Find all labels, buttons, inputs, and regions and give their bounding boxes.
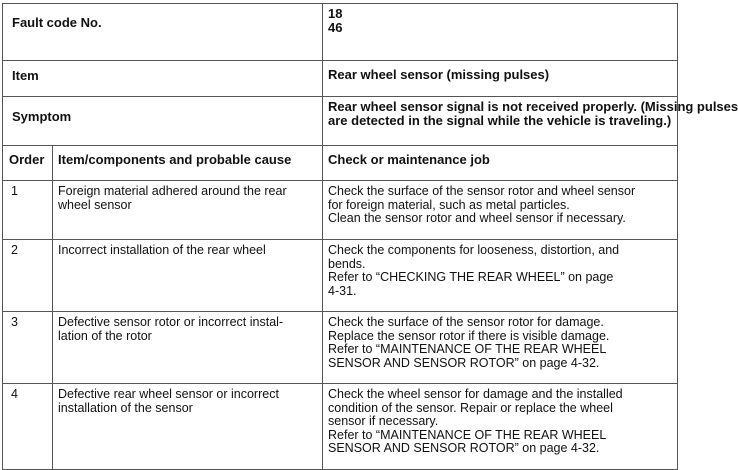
fault-code-table [2, 3, 738, 470]
symptom-value [323, 97, 738, 146]
fault-code-value: 46 [328, 20, 343, 35]
cause-cell [53, 384, 323, 470]
cause-line: Foreign material adhered around the rear [58, 184, 287, 198]
check-line: Replace the sensor rotor if there is visible damage. [328, 328, 610, 343]
column-header-row [3, 146, 678, 181]
check-line: Refer to “MAINTENANCE OF THE REAR WHEEL [328, 427, 607, 442]
cause-line: installation of the sensor [58, 400, 193, 415]
symptom-row [3, 97, 678, 146]
check-cell [323, 312, 678, 384]
check-line: Check the surface of the sensor rotor and wheel sensor [328, 184, 636, 198]
symptom-label: Symptom [3, 97, 323, 146]
cause-line: lation of the rotor [58, 328, 152, 343]
fault-code-row [3, 4, 678, 61]
check-line: Check the wheel sensor for damage and the installed [328, 387, 623, 401]
cause-cell [53, 181, 323, 240]
cause-cell [53, 312, 323, 384]
check-line: 4-31. [328, 283, 357, 298]
cause-line: wheel sensor [58, 197, 132, 212]
cause-line: Defective sensor rotor or incorrect instal- [58, 315, 284, 329]
check-line: bends. [328, 256, 366, 271]
cause-line: Defective rear wheel sensor or incorrect [58, 387, 279, 401]
item-value: Rear wheel sensor (missing pulses) [323, 61, 678, 97]
check-line: Clean the sensor rotor and wheel sensor if necessary. [328, 211, 626, 225]
order-number: 1 [3, 181, 53, 240]
table-row [3, 312, 678, 384]
table-row [3, 240, 678, 312]
check-line: SENSOR AND SENSOR ROTOR” on page 4-32. [328, 355, 600, 370]
order-number: 3 [3, 312, 53, 384]
check-line: sensor if necessary. [328, 414, 439, 428]
check-line: for foreign material, such as metal particles. [328, 197, 570, 212]
column-header-cause: Item/components and probable cause [53, 146, 323, 181]
fault-code-value: 18 [328, 6, 343, 21]
fault-code-label: Fault code No. [3, 4, 323, 61]
check-line: condition of the sensor. Repair or replace the wheel [328, 400, 613, 415]
order-number: 2 [3, 240, 53, 312]
check-line: Refer to “CHECKING THE REAR WHEEL” on page [328, 270, 614, 284]
cause-line: Incorrect installation of the rear wheel [58, 243, 266, 257]
check-line: Refer to “MAINTENANCE OF THE REAR WHEEL [328, 342, 607, 356]
column-header-order: Order [3, 146, 53, 181]
fault-code-values [323, 4, 678, 61]
check-line: Check the components for looseness, distortion, and [328, 243, 620, 257]
check-cell [323, 384, 678, 470]
cause-cell [53, 240, 323, 312]
check-cell [323, 181, 678, 240]
item-row [3, 61, 678, 97]
column-header-check: Check or maintenance job [323, 146, 678, 181]
item-label: Item [3, 61, 323, 97]
table-row [3, 384, 678, 470]
order-number: 4 [3, 384, 53, 470]
check-line: Check the surface of the sensor rotor for damage. [328, 315, 604, 329]
symptom-line: are detected in the signal while the vehicle is traveling.) [328, 113, 672, 128]
check-cell [323, 240, 678, 312]
symptom-line: Rear wheel sensor signal is not received properly. (Missing pulses [328, 99, 738, 114]
table-row [3, 181, 678, 240]
check-line: SENSOR AND SENSOR ROTOR” on page 4-32. [328, 441, 600, 455]
